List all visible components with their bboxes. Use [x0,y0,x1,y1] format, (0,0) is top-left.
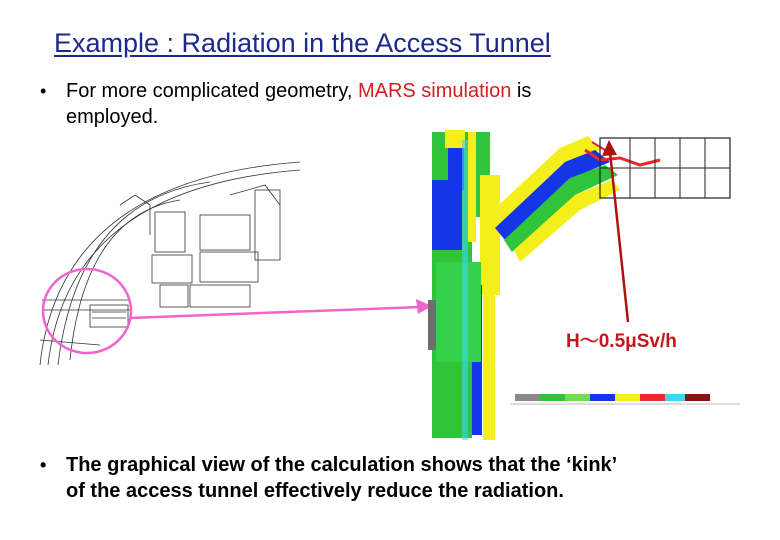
bullet-mars-text-c: employed. [66,106,159,128]
bullet-marker: • [40,81,47,101]
bullet-mars-text-b: is [511,80,532,102]
bullet-mars-text-a: For more complicated geometry, [66,80,358,102]
bullet-kink-line1: The graphical view of the calculation shows that the ‘kink’ [66,454,618,476]
dose-arrowhead [602,140,617,156]
dose-arrow [610,152,628,322]
color-scale-bar [510,394,740,404]
bullet-kink-text [66,452,617,504]
bullet-kink-line2: of the access tunnel effectively reduce the radiation. [66,480,564,502]
radiation-color-map [428,130,730,440]
bullet-marker: • [40,455,47,475]
pointer-arrow [130,307,420,318]
slide-title: Example : Radiation in the Access Tunnel [54,28,551,58]
mars-simulation-highlight: MARS simulation [357,80,512,102]
floor-plan-drawing [40,162,300,365]
dose-rate-label: H～0.5μSv/h [566,331,677,352]
